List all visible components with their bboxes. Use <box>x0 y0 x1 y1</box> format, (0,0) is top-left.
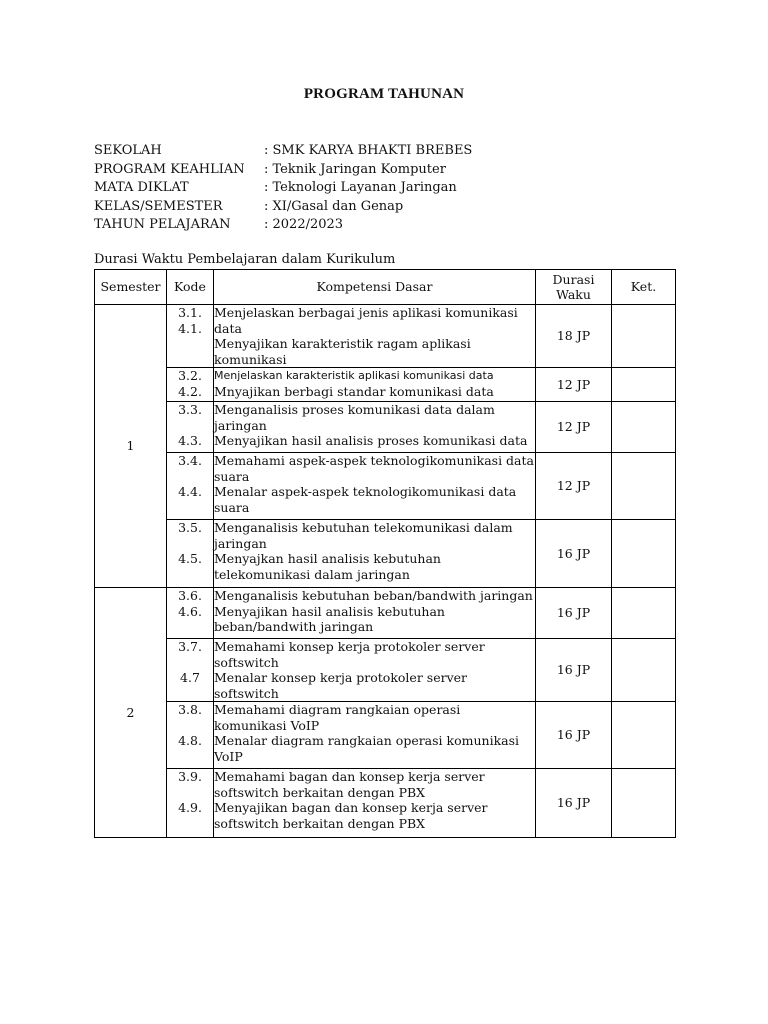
kd-text: Memahami bagan dan konsep kerja server softswitch berkaitan dengan PBX <box>214 769 485 800</box>
header-semester: Semester <box>95 270 167 305</box>
table-row <box>95 305 676 368</box>
code-cell <box>167 588 214 639</box>
duration-cell: 18 JP <box>536 305 612 368</box>
table-row <box>95 769 676 838</box>
kd-text: Menjelaskan berbagai jenis aplikasi komunikasi data <box>214 305 518 336</box>
kd-code: 3.1. <box>178 305 202 320</box>
header-ket: Ket. <box>612 270 676 305</box>
duration-cell: 16 JP <box>536 588 612 639</box>
ket-cell <box>612 702 676 769</box>
duration-cell: 16 JP <box>536 702 612 769</box>
kd-code: 4.4. <box>178 483 202 499</box>
duration-cell: 12 JP <box>536 402 612 453</box>
table-header-row <box>95 270 676 305</box>
kd-code: 4.7 <box>180 669 200 685</box>
header-kode: Kode <box>167 270 214 305</box>
info-row-mata-diklat <box>94 179 472 198</box>
ket-cell <box>612 453 676 520</box>
table-row <box>95 639 676 702</box>
kd-text: Menalar diagram rangkaian operasi komunikasi VoIP <box>214 733 520 764</box>
code-cell <box>167 639 214 702</box>
kd-code: 3.5. <box>178 520 202 535</box>
kd-text: Menalar konsep kerja protokoler server softswitch <box>214 670 468 701</box>
kd-text: Menyajikan hasil analisis kebutuhan beban/bandwith jaringan <box>214 603 445 634</box>
kd-code: 4.3. <box>178 432 202 448</box>
info-row-program-keahlian <box>94 161 472 180</box>
kd-code: 4.2. <box>178 383 202 399</box>
kd-code: 3.2. <box>178 368 202 383</box>
code-cell <box>167 402 214 453</box>
duration-cell: 12 JP <box>536 453 612 520</box>
info-label: TAHUN PELAJARAN <box>94 217 231 232</box>
info-value: : XI/Gasal dan Genap <box>264 198 404 214</box>
header-info <box>94 142 472 235</box>
kd-text: Mnyajikan berbagi standar komunikasi data <box>214 383 494 399</box>
code-cell <box>167 305 214 368</box>
info-value: : Teknik Jaringan Komputer <box>264 161 446 177</box>
kd-code: 4.8. <box>178 732 202 748</box>
semester-cell: 1 <box>95 305 167 588</box>
kd-code: 3.3. <box>178 402 202 417</box>
kd-cell <box>214 588 536 639</box>
code-cell <box>167 702 214 769</box>
duration-cell: 16 JP <box>536 639 612 702</box>
kd-code: 4.6. <box>178 603 202 619</box>
kd-text: Menyajikan bagan dan konsep kerja server softswitch berkaitan dengan PBX <box>214 800 488 831</box>
duration-cell: 16 JP <box>536 520 612 588</box>
kd-text: Menalar aspek-aspek teknologikomunikasi data suara <box>214 484 517 515</box>
kd-cell <box>214 305 536 368</box>
page-title: PROGRAM TAHUNAN <box>303 86 465 102</box>
code-cell <box>167 520 214 588</box>
competency-table <box>94 269 676 838</box>
table-row <box>95 368 676 402</box>
kd-cell <box>214 402 536 453</box>
info-label: SEKOLAH <box>94 143 162 158</box>
info-label: MATA DIKLAT <box>94 180 189 195</box>
kd-text: Menjelaskan karakteristik aplikasi komunikasi data <box>214 369 494 382</box>
info-row-sekolah <box>94 142 472 161</box>
code-cell <box>167 769 214 838</box>
kd-code: 4.9. <box>178 799 202 815</box>
kd-text: Memahami konsep kerja protokoler server softswitch <box>214 639 485 670</box>
ket-cell <box>612 520 676 588</box>
kd-cell <box>214 453 536 520</box>
table-row <box>95 588 676 639</box>
info-value: : 2022/2023 <box>264 217 344 232</box>
info-row-tahun-pelajaran <box>94 216 472 235</box>
header-kompetensi: Kompetensi Dasar <box>214 270 536 305</box>
table-row <box>95 453 676 520</box>
kd-code: 4.5. <box>178 550 202 566</box>
ket-cell <box>612 402 676 453</box>
table-row <box>95 520 676 588</box>
kd-code: 3.8. <box>178 702 202 717</box>
kd-cell <box>214 368 536 402</box>
table-row <box>95 402 676 453</box>
kd-text: Menganalisis proses komunikasi data dalam jaringan <box>214 402 495 433</box>
kd-text: Memahami diagram rangkaian operasi komunikasi VoIP <box>214 702 461 733</box>
ket-cell <box>612 639 676 702</box>
table-row <box>95 702 676 769</box>
ket-cell <box>612 769 676 838</box>
duration-cell: 16 JP <box>536 769 612 838</box>
semester-cell: 2 <box>95 588 167 838</box>
ket-cell <box>612 368 676 402</box>
kd-text: Menyajikan karakteristik ragam aplikasi komunikasi <box>214 336 471 367</box>
kd-code: 3.7. <box>178 639 202 654</box>
kd-text: Menyajikan hasil analisis proses komunikasi data <box>214 433 528 448</box>
kd-code: 3.6. <box>178 588 202 603</box>
kd-code: 3.9. <box>178 769 202 784</box>
kd-text: Menganalisis kebutuhan telekomunikasi dalam jaringan <box>214 520 513 551</box>
info-label: PROGRAM KEAHLIAN <box>94 161 245 177</box>
ket-cell <box>612 588 676 639</box>
info-label: KELAS/SEMESTER <box>94 198 223 214</box>
kd-text: Memahami aspek-aspek teknologikomunikasi data suara <box>214 453 534 484</box>
kd-cell <box>214 769 536 838</box>
kd-text: Menyajkan hasil analisis kebutuhan telekomunikasi dalam jaringan <box>214 551 441 582</box>
kd-cell <box>214 639 536 702</box>
code-cell <box>167 368 214 402</box>
info-value: : SMK KARYA BHAKTI BREBES <box>264 143 473 158</box>
kd-text: Menganalisis kebutuhan beban/bandwith jaringan <box>214 588 533 603</box>
info-value: : Teknologi Layanan Jaringan <box>264 180 457 195</box>
duration-cell: 12 JP <box>536 368 612 402</box>
header-durasi: Durasi Waku <box>536 270 612 305</box>
info-row-kelas-semester <box>94 198 472 217</box>
table-caption: Durasi Waktu Pembelajaran dalam Kurikulum <box>94 252 396 267</box>
kd-cell <box>214 702 536 769</box>
kd-code: 3.4. <box>178 453 202 468</box>
code-cell <box>167 453 214 520</box>
kd-code: 4.1. <box>178 320 202 336</box>
kd-cell <box>214 520 536 588</box>
ket-cell <box>612 305 676 368</box>
